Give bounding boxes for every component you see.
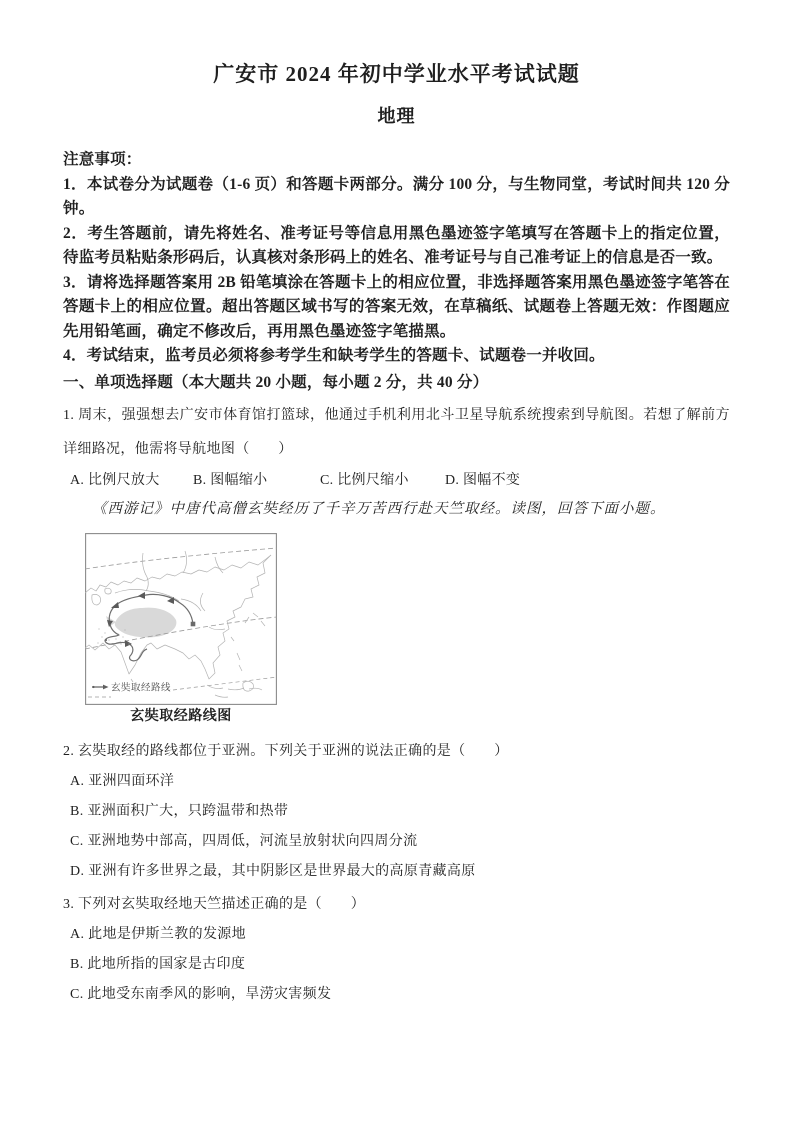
map-caption: 玄奘取经路线图 — [130, 709, 232, 724]
question-1-option-c: C. 比例尺缩小 — [320, 473, 409, 488]
question-3-option-a: A. 此地是伊斯兰教的发源地 — [70, 927, 247, 942]
question-2-option-b: B. 亚洲面积广大，只跨温带和热带 — [70, 804, 289, 819]
question-1-options — [63, 467, 730, 495]
question-2-option-c: C. 亚洲地势中部高，四周低，河流呈放射状向四周分流 — [70, 834, 418, 849]
question-2-stem: 2. 玄奘取经的路线都位于亚洲。下列关于亚洲的说法正确的是（ ） — [63, 744, 509, 759]
notices-heading: 注意事项： — [63, 151, 142, 168]
question-1-stem: 1. 周末，强强想去广安市体育馆打篮球，他通过手机利用北斗卫星导航系统搜索到导航图。若想了解前方详细路况，他需将导航地图（ ） — [63, 408, 730, 457]
question-3 — [63, 890, 730, 1010]
reading-passage: 《西游记》中唐代高僧玄奘经历了千辛万苦西行赴天竺取经。读图，回答下面小题。 — [92, 501, 666, 517]
notice-item-3: 3．请将选择题答案用 2B 铅笔填涂在答题卡上的相应位置，非选择题答案用黑色墨迹签字笔答在答题卡上的相应位置。超出答题区域书写的答案无效，在草稿纸、试题卷上答题无效：作图题应先用铅笔画，确定不修改后，再用黑色墨迹签字笔描黑。 — [63, 273, 730, 340]
route-start-marker — [191, 622, 196, 627]
notice-item-2: 2．考生答题前，请先将姓名、准考证号等信息用黑色墨迹签字笔填写在答题卡上的指定位置，待监考员粘贴条形码后，认真核对条形码上的姓名、准考证号与自己准考证上的信息是否一致。 — [63, 224, 730, 266]
notices-section — [63, 148, 730, 369]
route-map-figure — [85, 533, 277, 727]
map-legend — [88, 682, 171, 698]
question-1-option-a: A. 比例尺放大 — [70, 473, 160, 488]
question-2-option-d: D. 亚洲有许多世界之最，其中阴影区是世界最大的高原青藏高原 — [70, 864, 476, 879]
question-2 — [63, 737, 730, 887]
question-3-option-c: C. 此地受东南季风的影响，旱涝灾害频发 — [70, 987, 332, 1002]
notice-item-4: 4．考试结束，监考员必须将参考学生和缺考学生的答题卡、试题卷一并收回。 — [63, 347, 605, 364]
page-title: 广安市 2024 年初中学业水平考试试题 — [213, 62, 580, 86]
xuanzang-route-map — [85, 533, 277, 705]
notice-item-1: 1．本试卷分为试题卷（1-6 页）和答题卡两部分。满分 100 分，与生物同堂，考试时间共 120 分钟。 — [63, 175, 730, 217]
question-1-option-d: D. 图幅不变 — [445, 473, 521, 488]
question-3-option-b: B. 此地所指的国家是古印度 — [70, 957, 246, 972]
question-3-stem: 3. 下列对玄奘取经地天竺描述正确的是（ ） — [63, 897, 366, 912]
latitude-lines — [85, 548, 277, 690]
subject-title: 地理 — [377, 106, 416, 126]
map-legend-label: 玄奘取经路线 — [111, 683, 172, 694]
section-heading: 一、单项选择题（本大题共 20 小题，每小题 2 分，共 40 分） — [63, 373, 489, 391]
question-1 — [63, 399, 730, 495]
question-2-option-a: A. 亚洲四面环洋 — [70, 774, 175, 789]
question-1-option-b: B. 图幅缩小 — [193, 473, 268, 488]
